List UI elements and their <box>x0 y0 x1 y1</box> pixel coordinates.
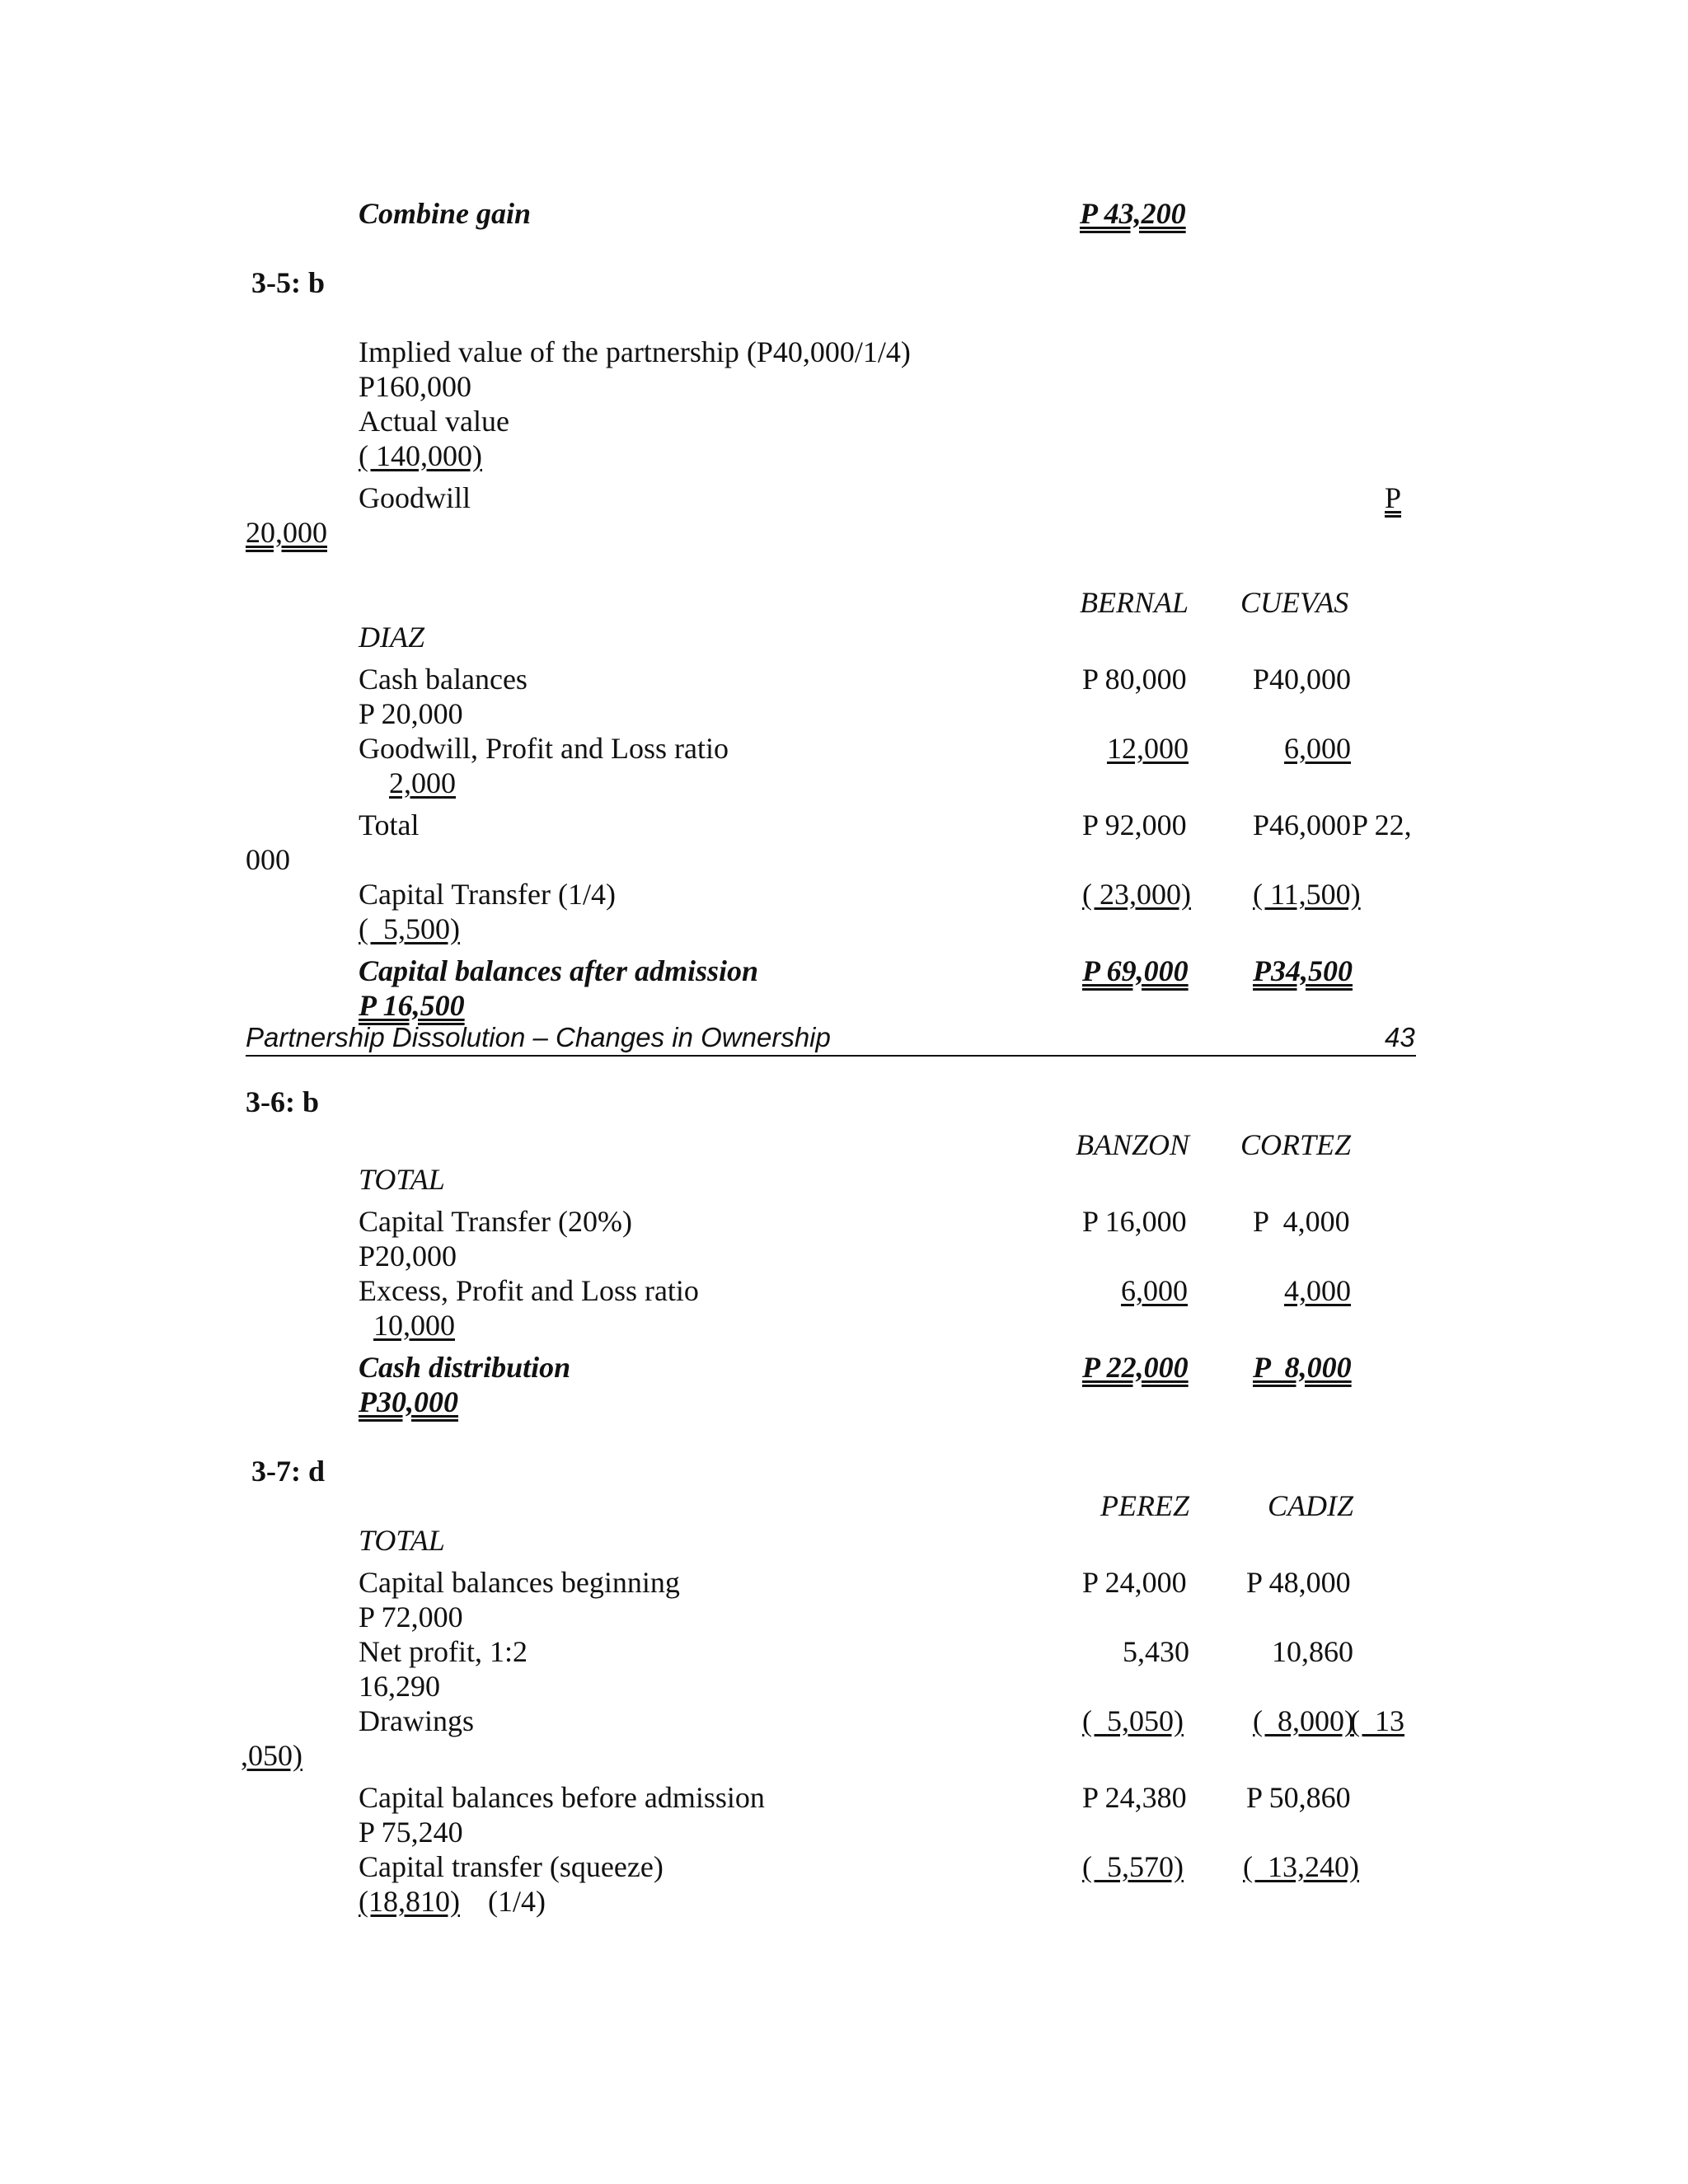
goodwill-label: Goodwill <box>359 481 471 514</box>
goodwill-ratio-label: Goodwill, Profit and Loss ratio <box>359 732 729 765</box>
combine-gain-value: P 43,200 <box>1080 197 1186 230</box>
column-header-total: TOTAL <box>359 1163 445 1196</box>
implied-value-label: Implied value of the partnership (P40,000/1/4) <box>359 335 911 368</box>
footer-title: Partnership Dissolution – Changes in Ownership <box>246 1022 831 1052</box>
capital-squeeze-label: Capital transfer (squeeze) <box>359 1850 663 1883</box>
capital-transfer-20-banzon: P 16,000 <box>1082 1205 1187 1238</box>
capital-before-admission-cadiz: P 50,860 <box>1246 1781 1351 1814</box>
total-diaz-part1: P 22, <box>1352 808 1412 841</box>
cash-balances-label: Cash balances <box>359 663 528 696</box>
capital-transfer-label: Capital Transfer (1/4) <box>359 878 616 911</box>
capital-beginning-label: Capital balances beginning <box>359 1566 680 1599</box>
capital-squeeze-note: (1/4) <box>488 1885 546 1918</box>
capital-after-admission-bernal: P 69,000 <box>1082 954 1189 987</box>
drawings-total-part1: ( 13 <box>1350 1704 1404 1737</box>
capital-before-admission-perez: P 24,380 <box>1082 1781 1187 1814</box>
cash-balances-diaz: P 20,000 <box>359 697 463 730</box>
net-profit-total: 16,290 <box>359 1670 440 1703</box>
column-header-cortez: CORTEZ <box>1240 1128 1352 1161</box>
column-header-perez: PEREZ <box>1100 1489 1189 1522</box>
excess-ratio-banzon: 6,000 <box>1121 1274 1188 1307</box>
goodwill-ratio-cuevas: 6,000 <box>1284 732 1351 765</box>
excess-ratio-total: 10,000 <box>373 1309 455 1342</box>
total-cuevas: P46,000 <box>1253 808 1352 841</box>
drawings-cadiz: ( 8,000) <box>1253 1704 1354 1737</box>
total-label: Total <box>359 808 420 841</box>
capital-beginning-cadiz: P 48,000 <box>1246 1566 1351 1599</box>
column-header-banzon: BANZON <box>1076 1128 1190 1161</box>
capital-after-admission-label: Capital balances after admission <box>359 954 759 987</box>
drawings-perez: ( 5,050) <box>1082 1704 1184 1737</box>
goodwill-ratio-bernal: 12,000 <box>1107 732 1189 765</box>
capital-after-admission-cuevas: P34,500 <box>1253 954 1353 987</box>
drawings-label: Drawings <box>359 1704 474 1737</box>
column-header-total-37: TOTAL <box>359 1524 445 1557</box>
capital-transfer-bernal: ( 23,000) <box>1082 878 1191 911</box>
cash-distribution-label: Cash distribution <box>359 1351 571 1384</box>
column-header-cuevas: CUEVAS <box>1240 586 1349 619</box>
capital-transfer-20-cortez: P 4,000 <box>1253 1205 1350 1238</box>
capital-before-admission-label: Capital balances before admission <box>359 1781 765 1814</box>
capital-squeeze-cadiz: ( 13,240) <box>1243 1850 1359 1883</box>
footer-rule <box>246 1055 1416 1057</box>
goodwill-ratio-diaz: 2,000 <box>389 766 456 799</box>
column-header-diaz: DIAZ <box>359 621 424 654</box>
excess-ratio-label: Excess, Profit and Loss ratio <box>359 1274 699 1307</box>
page-number: 43 <box>1385 1022 1415 1052</box>
goodwill-amount: 20,000 <box>246 516 327 549</box>
capital-transfer-cuevas: ( 11,500) <box>1253 878 1361 911</box>
problem-3-7-heading: 3-7: d <box>251 1455 325 1488</box>
column-header-bernal: BERNAL <box>1080 586 1189 619</box>
net-profit-label: Net profit, 1:2 <box>359 1635 528 1668</box>
capital-squeeze-perez: ( 5,570) <box>1082 1850 1184 1883</box>
excess-ratio-cortez: 4,000 <box>1284 1274 1351 1307</box>
cash-distribution-total: P30,000 <box>359 1385 458 1418</box>
capital-after-admission-diaz: P 16,500 <box>359 989 465 1022</box>
net-profit-perez: 5,430 <box>1123 1635 1189 1668</box>
cash-balances-cuevas: P40,000 <box>1253 663 1352 696</box>
cash-distribution-banzon: P 22,000 <box>1082 1351 1189 1384</box>
column-header-cadiz: CADIZ <box>1268 1489 1354 1522</box>
capital-beginning-perez: P 24,000 <box>1082 1566 1187 1599</box>
capital-transfer-20-total: P20,000 <box>359 1240 457 1272</box>
capital-squeeze-total: (18,810) <box>359 1885 460 1918</box>
total-diaz-part2: 000 <box>246 843 290 876</box>
actual-value-amount: ( 140,000) <box>359 439 482 472</box>
capital-transfer-20-label: Capital Transfer (20%) <box>359 1205 632 1238</box>
capital-before-admission-total: P 75,240 <box>359 1816 463 1849</box>
capital-beginning-total: P 72,000 <box>359 1601 463 1633</box>
total-bernal: P 92,000 <box>1082 808 1187 841</box>
actual-value-label: Actual value <box>359 405 509 438</box>
implied-value-amount: P160,000 <box>359 370 472 403</box>
cash-balances-bernal: P 80,000 <box>1082 663 1187 696</box>
goodwill-peso-sign: P <box>1385 481 1402 514</box>
drawings-total-part2: ,050) <box>241 1739 302 1772</box>
problem-3-5-heading: 3-5: b <box>251 266 325 299</box>
combine-gain-label: Combine gain <box>359 197 532 230</box>
problem-3-6-heading: 3-6: b <box>246 1085 319 1118</box>
net-profit-cadiz: 10,860 <box>1272 1635 1353 1668</box>
cash-distribution-cortez: P 8,000 <box>1253 1351 1352 1384</box>
capital-transfer-diaz: ( 5,500) <box>359 912 460 945</box>
